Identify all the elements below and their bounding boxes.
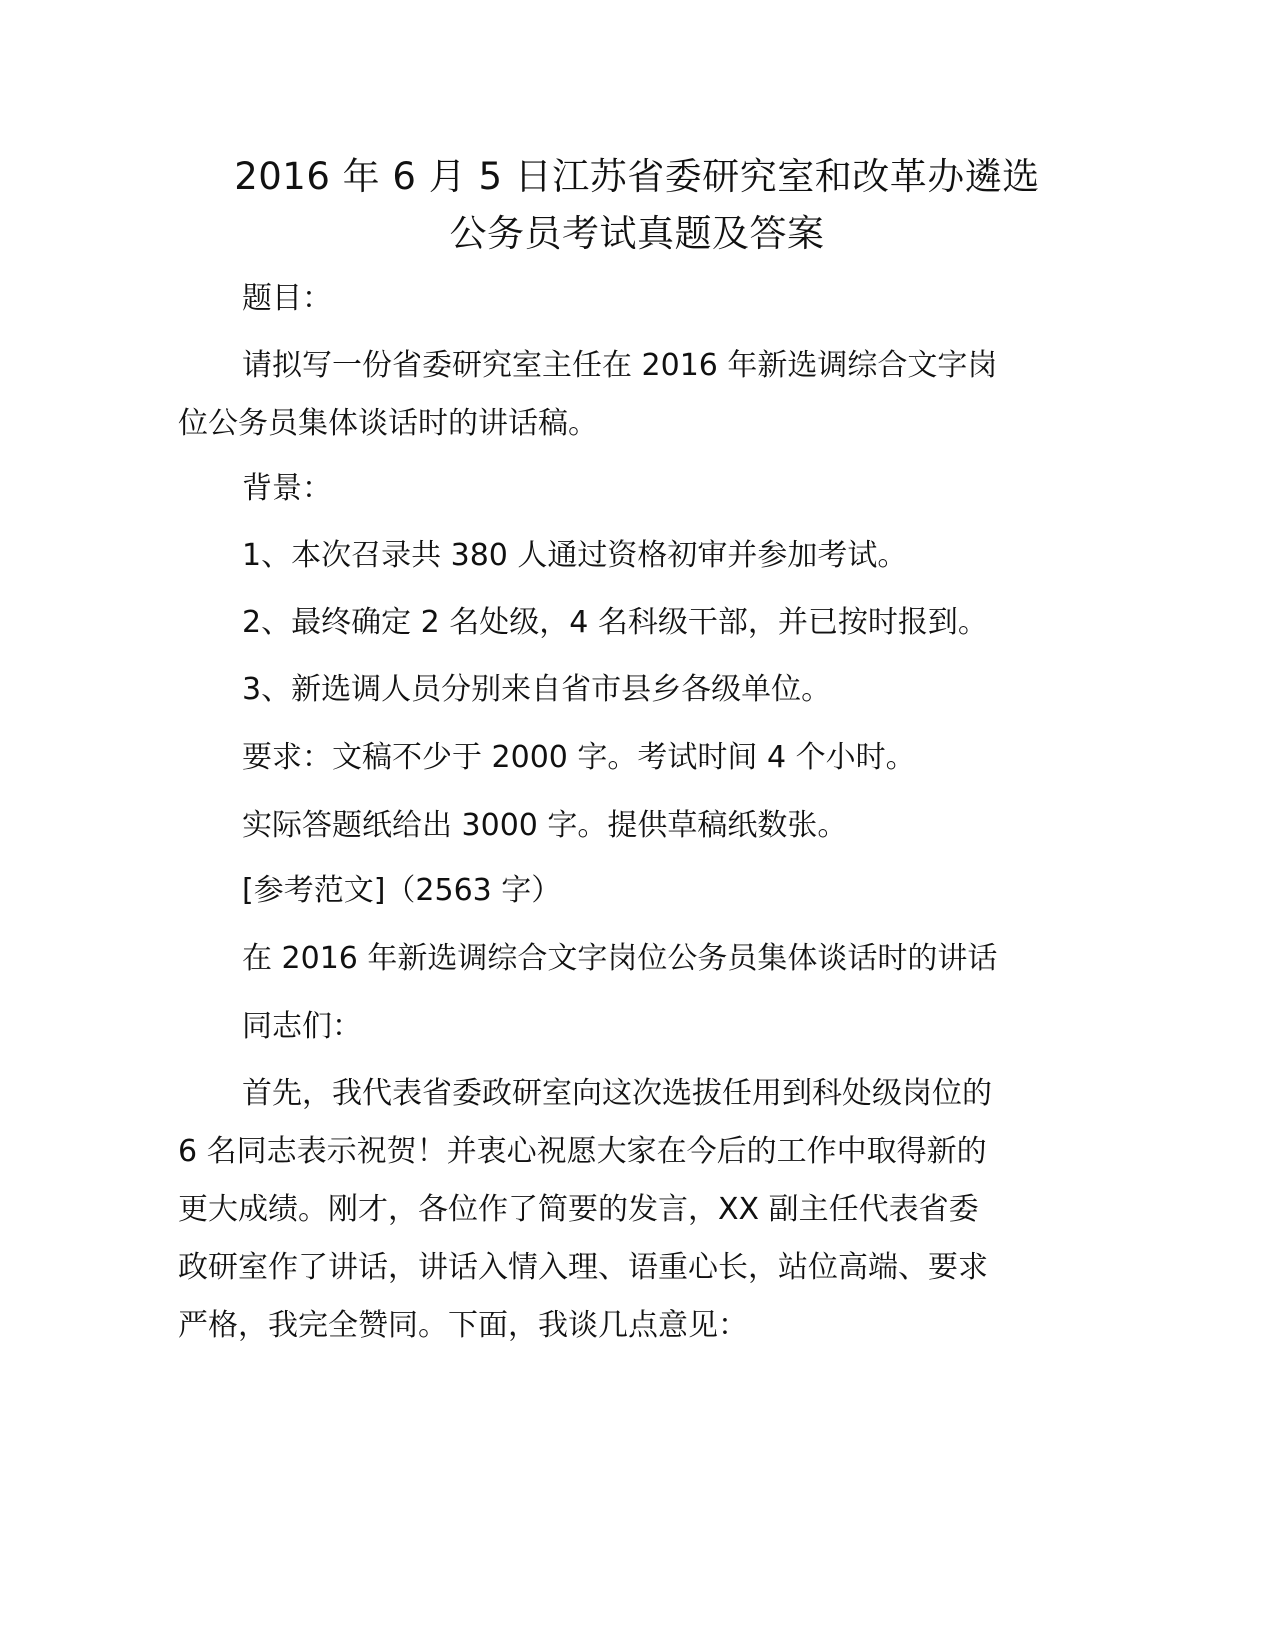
topic-line-2: 位公务员集体谈话时的讲话稿。 <box>178 406 598 441</box>
background-label: 背景： <box>242 471 332 506</box>
topic-line-1: 请拟写一份省委研究室主任在 2016 年新选调综合文字岗 <box>242 348 998 383</box>
body-line-1: 首先，我代表省委政研室向这次选拔任用到科处级岗位的 <box>242 1076 992 1111</box>
speech-body-paragraph <box>178 1065 1096 1355</box>
body-line-2: 6 名同志表示祝贺！并衷心祝愿大家在今后的工作中取得新的 <box>178 1134 987 1169</box>
background-item-1: 1、本次召录共 380 人通过资格初审并参加考试。 <box>242 538 908 573</box>
requirement-line: 要求：文稿不少于 2000 字。考试时间 4 个小时。 <box>242 740 916 775</box>
background-item-2: 2、最终确定 2 名处级，4 名科级干部，并已按时报到。 <box>242 605 988 640</box>
speech-title: 在 2016 年新选调综合文字岗位公务员集体谈话时的讲话 <box>242 941 998 976</box>
answer-sheet-line: 实际答题纸给出 3000 字。提供草稿纸数张。 <box>242 808 848 843</box>
title-line-1: 2016 年 6 月 5 日江苏省委研究室和改革办遴选 <box>234 155 1040 198</box>
salutation: 同志们： <box>242 1009 362 1044</box>
topic-paragraph <box>178 337 1096 453</box>
reference-label: [参考范文]（2563 字） <box>242 873 562 908</box>
background-item-3: 3、新选调人员分别来自省市县乡各级单位。 <box>242 672 832 707</box>
body-line-3: 更大成绩。刚才，各位作了简要的发言，XX 副主任代表省委 <box>178 1192 979 1227</box>
topic-label: 题目： <box>242 281 332 316</box>
title-line-2: 公务员考试真题及答案 <box>449 212 825 255</box>
body-line-4: 政研室作了讲话，讲话入情入理、语重心长，站位高端、要求 <box>178 1250 988 1285</box>
document-title <box>178 148 1096 262</box>
body-line-5: 严格，我完全赞同。下面，我谈几点意见： <box>178 1308 748 1343</box>
